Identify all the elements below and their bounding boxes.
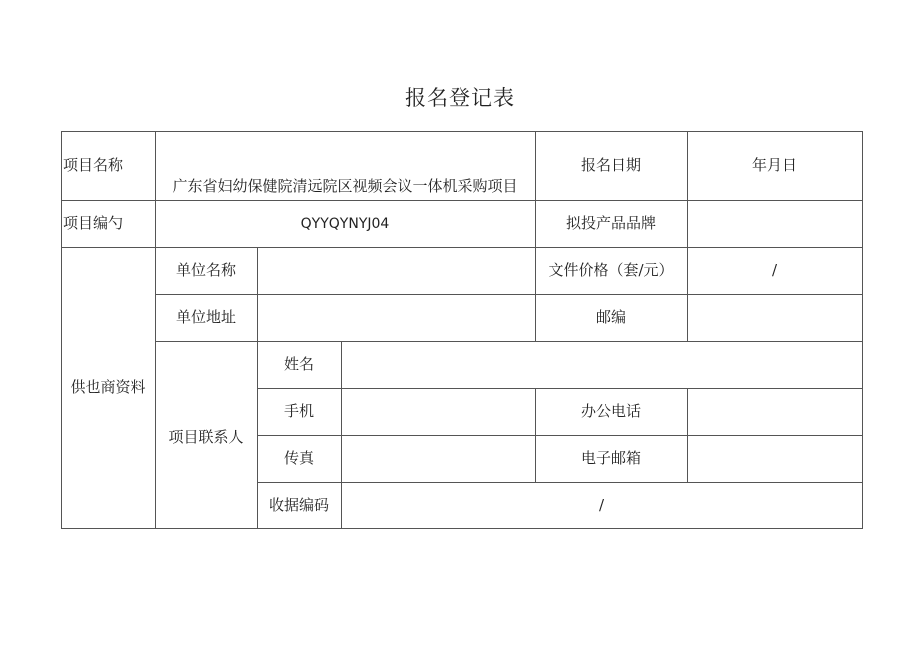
form-title: 报名登记表 [405,86,515,110]
mobile-label: 手机 [283,402,314,420]
brand-field[interactable] [687,200,862,247]
column-line [862,131,863,529]
fax-field[interactable] [341,435,535,482]
project-code-value: QYYQYNYJ04 [300,215,390,232]
project-name-label: 项目名称 [63,156,124,174]
receipt-no-label: 收据编码 [268,495,329,514]
contact-name-label: 姓名 [283,355,314,373]
office-phone-field[interactable] [687,388,862,435]
postcode-label: 邮编 [595,308,626,326]
project-name-value: 广东省妇幼保健院清远院区视频会议一体机采购项目 [172,177,518,195]
email-label: 电子邮箱 [580,449,641,467]
project-contact-label: 项目联系人 [168,428,244,446]
email-field[interactable] [687,435,862,482]
brand-label: 拟投产品品牌 [565,214,656,232]
postcode-field[interactable] [687,294,862,341]
fax-label: 传真 [283,449,314,467]
doc-price-label: 文件价格（套/元） [548,261,674,279]
unit-address-label: 单位地址 [175,308,236,326]
unit-address-field[interactable] [257,294,535,341]
row-line [61,528,863,529]
doc-price-value: / [771,261,778,279]
supplier-info-label: 供也商资料 [70,378,146,396]
unit-name-label: 单位名称 [175,261,236,279]
project-code-label: 项目编勺 [63,214,124,232]
receipt-no-value: / [598,495,605,514]
unit-name-field[interactable] [257,247,535,294]
office-phone-label: 办公电话 [580,402,641,420]
contact-name-field[interactable] [341,341,862,388]
signup-date-label: 报名日期 [580,156,641,174]
mobile-field[interactable] [341,388,535,435]
signup-date-value[interactable]: 年月日 [751,156,797,174]
